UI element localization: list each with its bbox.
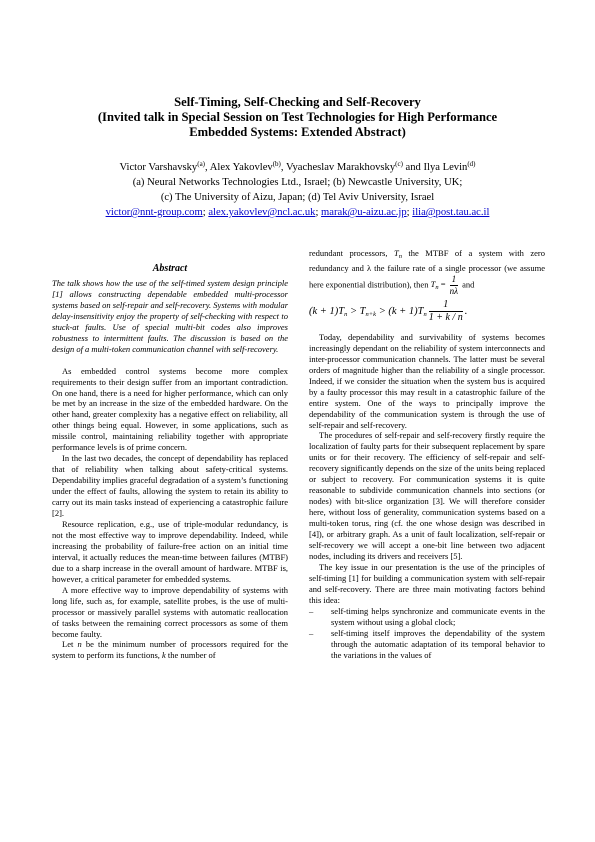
list-item: – self-timing itself improves the dependability of the system through the automatic adaptation of its temporal behavior to the variations in the values of	[309, 627, 545, 660]
body-paragraph: Let n be the minimum number of processors required for the system to perform its functions, k the number of	[52, 639, 288, 661]
email-link-3[interactable]: marak@u-aizu.ac.jp	[321, 207, 407, 218]
list-item: – self-timing helps synchronize and communicate events in the system without using a global clock;	[309, 605, 545, 627]
author-names	[40, 160, 555, 175]
affiliation-line-1: (a) Neural Networks Technologies Ltd., Israel; (b) Newcastle University, UK;	[132, 177, 463, 188]
author-1: Victor Varshavsky	[119, 162, 198, 173]
email-separator: ;	[406, 207, 413, 218]
email-separator: ;	[315, 207, 322, 218]
body-paragraph: In the last two decades, the concept of dependability has replaced that of reliability when talking about safety-critical systems. Dependability implies graceful degradation of a system’s functioning under the effect of faults, allowing the system to retain its ability to carry out its main tasks instead of experiencing a catastrophic failure [2].	[52, 453, 288, 519]
body-paragraph: redundant processors, $T_n$ the MTBF of a system with zero redundancy and λ the failure rate of a single processor (we assume here exponential distribution), then $T_n$ = $\frac{1}{n\lambda}$ and	[309, 248, 546, 296]
left-column	[52, 248, 288, 661]
email-link-2[interactable]: alex.yakovlev@ncl.ac.uk	[208, 207, 316, 218]
author-3: , Vyacheslav Marakhovsky	[280, 162, 396, 173]
motivation-list	[309, 606, 545, 661]
fraction: $\frac{1}{1 + k / n}$	[428, 299, 463, 323]
author-4: and Ilya Levin	[402, 162, 468, 173]
body-paragraph: The key issue in our presentation is the use of the principles of self-timing [1] for building a communication system with self-repair and self-recovery. There are three main motivating factors behind this idea:	[309, 561, 545, 605]
dash-bullet: –	[309, 627, 314, 638]
title-line-1: Self-Timing, Self-Checking and Self-Recovery	[174, 95, 421, 109]
author-2: , Alex Yakovlev	[205, 162, 273, 173]
paper-title	[40, 95, 555, 140]
email-link-4[interactable]: ilia@post.tau.ac.il	[412, 207, 490, 218]
inequality-equation: $(k + 1)T_n > T_{n+k} > (k + 1)T_n$ $\frac{1}{1 + k / n}$ .	[309, 299, 468, 323]
email-link-1[interactable]: victor@nnt-group.com	[105, 207, 203, 218]
author-1-mark: (a)	[197, 160, 206, 168]
dash-bullet: –	[309, 605, 314, 616]
title-line-3: Embedded Systems: Extended Abstract)	[189, 125, 406, 139]
author-block	[40, 160, 555, 220]
body-paragraph: The procedures of self-repair and self-recovery firstly require the localization of faulty parts for their subsequent replacement by spare units or for their recovery. The efficiency of self-repair and self-recovery significantly depends on the size of the units being replaced or subject to recovery. For communication systems it is quite reasonable to subdivide communication channels into sections (or nodes) with bit-slice organization [3]. We will therefore consider here, without loss of generality, communication systems based on a multi-token torus, ring (cf. the one whose design was described in [4]), or arbitrary graph. As a unit of fault localization, self-repair or self-recovery we will accept a one-bit line between two adjacent nodes, including its drivers and receivers [5].	[309, 430, 545, 561]
right-column	[309, 248, 545, 661]
body-paragraph: As embedded control systems become more complex requirements to their design suffer from an important contradiction. On one hand, there is a need for higher performance, which can only be met by an increase in the size of the embedded hardware. On the other hand, greater complexity has a negative effect on reliability, all other things being equal. However, in some applications, such as missile control, maintaining reliability together with appropriate performance levels is of prime concern.	[52, 365, 288, 453]
abstract-heading: Abstract	[152, 263, 188, 274]
author-2-mark: (b)	[272, 160, 281, 168]
abstract-text: The talk shows how the use of the self-timed system design principle [1] allows constructing dependable embedded multi-processor systems based on self-repair and self-recovery. Systems with modular delay-insensitivity enjoy the property of self-checking with respect to stuck-at faults. Use of special multi-bit codes also improves robustness to intermittent faults. The discussion is based on the design of a multi-token communication channel with self-recovery.	[52, 277, 288, 354]
email-line	[40, 205, 555, 220]
fraction: $\frac{1}{n\lambda}$	[449, 273, 459, 296]
author-4-mark: (d)	[467, 160, 476, 168]
author-3-mark: (c)	[395, 160, 403, 168]
body-paragraph: Today, dependability and survivability of systems becomes increasingly dependant on the reliability of system interconnects and inter-processor communication channels. The latter must be several orders of magnitude higher than the reliability of a single processor. Indeed, if we consider the situation when the system bus is acquired by a faulty processor this may result in a catastrophic failure of the entire system. One of the ways to principally improve the dependability of the communication system is through the use of self-repair and self-recovery.	[309, 331, 545, 430]
title-line-2: (Invited talk in Special Session on Test Technologies for High Performance	[97, 110, 498, 124]
affiliation-line-2: (c) The University of Aizu, Japan; (d) Tel Aviv University, Israel	[160, 192, 435, 203]
body-paragraph: A more effective way to improve dependability of systems with long life, such as, for example, satellite probes, is the use of multi-processor or massively parallel systems with automatic reallocation of tasks between the remaining correct processors as some of them become faulty.	[52, 584, 288, 639]
email-separator: ;	[202, 207, 209, 218]
body-paragraph: Resource replication, e.g., use of triple-modular redundancy, is not the most effective way to improve dependability. Indeed, while increasing the probability of failure-free action on an initial time interval, it actually reduces the mean-time between failures (MTBF) due to a sharp increase in the overall amount of hardware. MTBF is, however, a critical parameter for embedded systems.	[52, 518, 288, 584]
mtbf-equation: $T_n$ = $\frac{1}{n\lambda}$	[430, 273, 459, 296]
